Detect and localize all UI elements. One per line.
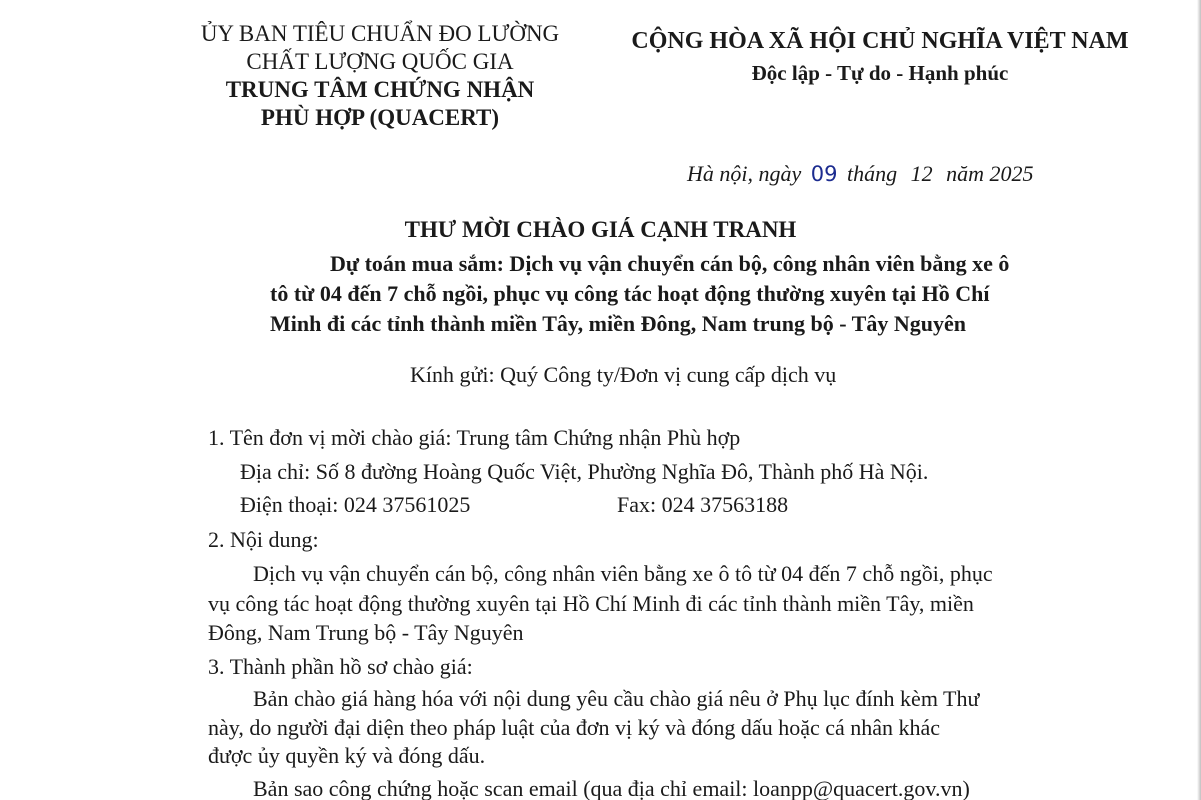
section-1-phone: Điện thoại: 024 37561025 xyxy=(240,492,471,517)
section-3-para1-line-2: này, do người đại diện theo pháp luật của đơn vị ký và đóng dấu hoặc cá nhân khác xyxy=(208,715,941,740)
section-1-fax: Fax: 024 37563188 xyxy=(617,492,789,517)
section-3-para1-line-3: được ủy quyền ký và đóng dấu. xyxy=(208,743,486,768)
section-2-line-2: vụ công tác hoạt động thường xuyên tại Hồ Chí Minh đi các tỉnh thành miền Tây, miền xyxy=(208,591,974,616)
issuer-line-3: TRUNG TÂM CHỨNG NHẬN xyxy=(225,77,535,102)
subject-line-2: tô từ 04 đến 7 chỗ ngồi, phục vụ công tác hoạt động thường xuyên tại Hồ Chí xyxy=(270,281,990,306)
date-month-label: tháng xyxy=(847,161,898,186)
issuer-line-1: ỦY BAN TIÊU CHUẨN ĐO LƯỜNG xyxy=(200,21,560,46)
section-2-heading: 2. Nội dung: xyxy=(208,527,319,552)
section-2-line-3: Đông, Nam Trung bộ - Tây Nguyên xyxy=(208,620,524,645)
section-1-heading: 1. Tên đơn vị mời chào giá: Trung tâm Chứng nhận Phù hợp xyxy=(208,425,741,450)
national-header xyxy=(600,25,1160,89)
section-1-address: Địa chỉ: Số 8 đường Hoàng Quốc Việt, Phường Nghĩa Đô, Thành phố Hà Nội. xyxy=(240,459,929,484)
national-motto: Độc lập - Tự do - Hạnh phúc xyxy=(751,61,1009,85)
section-3-heading: 3. Thành phần hồ sơ chào giá: xyxy=(208,654,473,679)
date-year-label: năm xyxy=(946,161,985,186)
subject-line-1: Dự toán mua sắm: Dịch vụ vận chuyển cán bộ, công nhân viên bằng xe ô xyxy=(330,251,1010,276)
date-prefix: Hà nội, ngày xyxy=(687,161,802,186)
issuer-header xyxy=(170,20,590,132)
document-title: THƯ MỜI CHÀO GIÁ CẠNH TRANH xyxy=(404,217,797,242)
page-edge-shadow xyxy=(1197,0,1201,800)
section-3-para1-line-1: Bản chào giá hàng hóa với nội dung yêu cầu chào giá nêu ở Phụ lục đính kèm Thư xyxy=(253,686,980,711)
date-month: 12 xyxy=(910,161,933,186)
date-day-handwritten: 09 xyxy=(810,162,838,186)
country-name: CỘNG HÒA XÃ HỘI CHỦ NGHĨA VIỆT NAM xyxy=(631,28,1129,54)
section-2-line-1: Dịch vụ vận chuyển cán bộ, công nhân viên bằng xe ô tô từ 04 đến 7 chỗ ngồi, phục xyxy=(253,561,993,586)
date-year: 2025 xyxy=(989,161,1034,186)
section-3-para2-line-1: Bản sao công chứng hoặc scan email (qua địa chỉ email: loanpp@quacert.gov.vn) xyxy=(253,776,970,800)
subject-line-3: Minh đi các tỉnh thành miền Tây, miền Đông, Nam trung bộ - Tây Nguyên xyxy=(270,311,966,336)
date-line xyxy=(687,161,1034,187)
document-subject xyxy=(270,249,1050,339)
greeting: Kính gửi: Quý Công ty/Đơn vị cung cấp dịch vụ xyxy=(410,362,837,387)
issuer-line-2: CHẤT LƯỢNG QUỐC GIA xyxy=(246,49,514,74)
issuer-line-4: PHÙ HỢP (QUACERT) xyxy=(260,105,500,130)
